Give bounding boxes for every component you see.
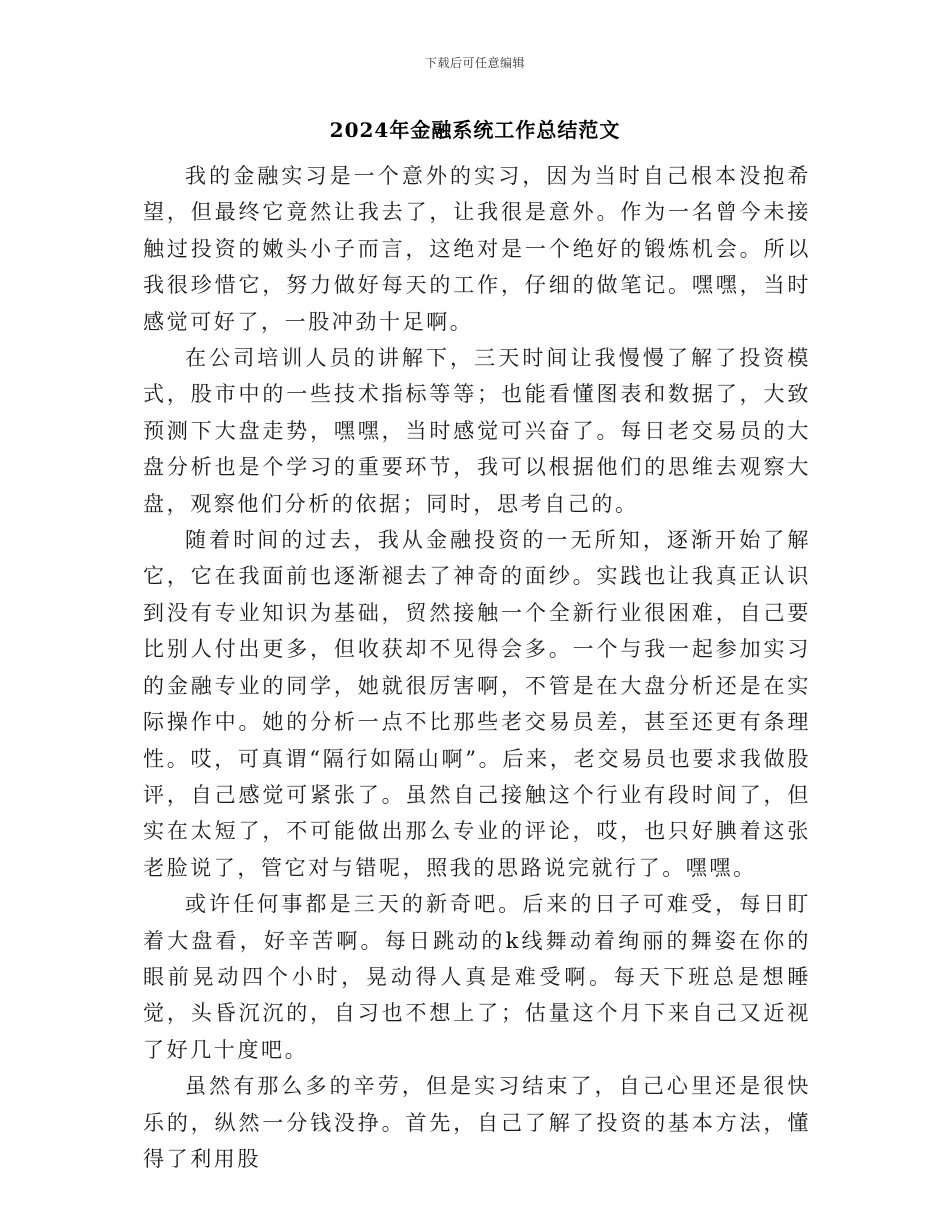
paragraph-5: 虽然有那么多的辛劳，但是实习结束了，自己心里还是很快乐的，纵然一分钱没挣。首先，自己了解了投资的基本方法，懂得了利用股 <box>143 1074 811 1171</box>
document-body <box>143 158 811 1177</box>
header-note: 下载后可任意编辑 <box>424 56 525 70</box>
paragraph-1: 我的金融实习是一个意外的实习，因为当时自己根本没抱希望，但最终它竟然让我去了，让我很是意外。作为一名曾今未接触过投资的嫩头小子而言，这绝对是一个绝好的锻炼机会。所以我很珍惜它，努力做好每天的工作，仔细的做笔记。嘿嘿，当时感觉可好了，一股冲劲十足啊。 <box>143 164 811 334</box>
paragraph-3: 随着时间的过去，我从金融投资的一无所知，逐渐开始了解它，它在我面前也逐渐褪去了神奇的面纱。实践也让我真正认识到没有专业知识为基础，贸然接触一个全新行业很困难，自己要比别人付出更多，但收获却不见得会多。一个与我一起参加实习的金融专业的同学，她就很厉害啊，不管是在大盘分析还是在实际操作中。她的分析一点不比那些老交易员差，甚至还更有条理性。哎，可真谓“隔行如隔山啊”。后来，老交易员也要求我做股评，自己感觉可紧张了。虽然自己接触这个行业有段时间了，但实在太短了，不可能做出那么专业的评论，哎，也只好腆着这张老脸说了，管它对与错呢，照我的思路说完就行了。嘿嘿。 <box>143 528 811 880</box>
paragraph-2: 在公司培训人员的讲解下，三天时间让我慢慢了解了投资模式，股市中的一些技术指标等等；也能看懂图表和数据了，大致预测下大盘走势，嘿嘿，当时感觉可兴奋了。每日老交易员的大盘分析也是个学习的重要环节，我可以根据他们的思维去观察大盘，观察他们分析的依据；同时，思考自己的。 <box>143 346 811 516</box>
document-title: 2024年金融系统工作总结范文 <box>329 118 621 142</box>
paragraph-4: 或许任何事都是三天的新奇吧。后来的日子可难受，每日盯着大盘看，好辛苦啊。每日跳动的k线舞动着绚丽的舞姿在你的眼前晃动四个小时，晃动得人真是难受啊。每天下班总是想睡觉，头昏沉沉的，自习也不想上了；估量这个月下来自己又近视了好几十度吧。 <box>143 892 811 1062</box>
